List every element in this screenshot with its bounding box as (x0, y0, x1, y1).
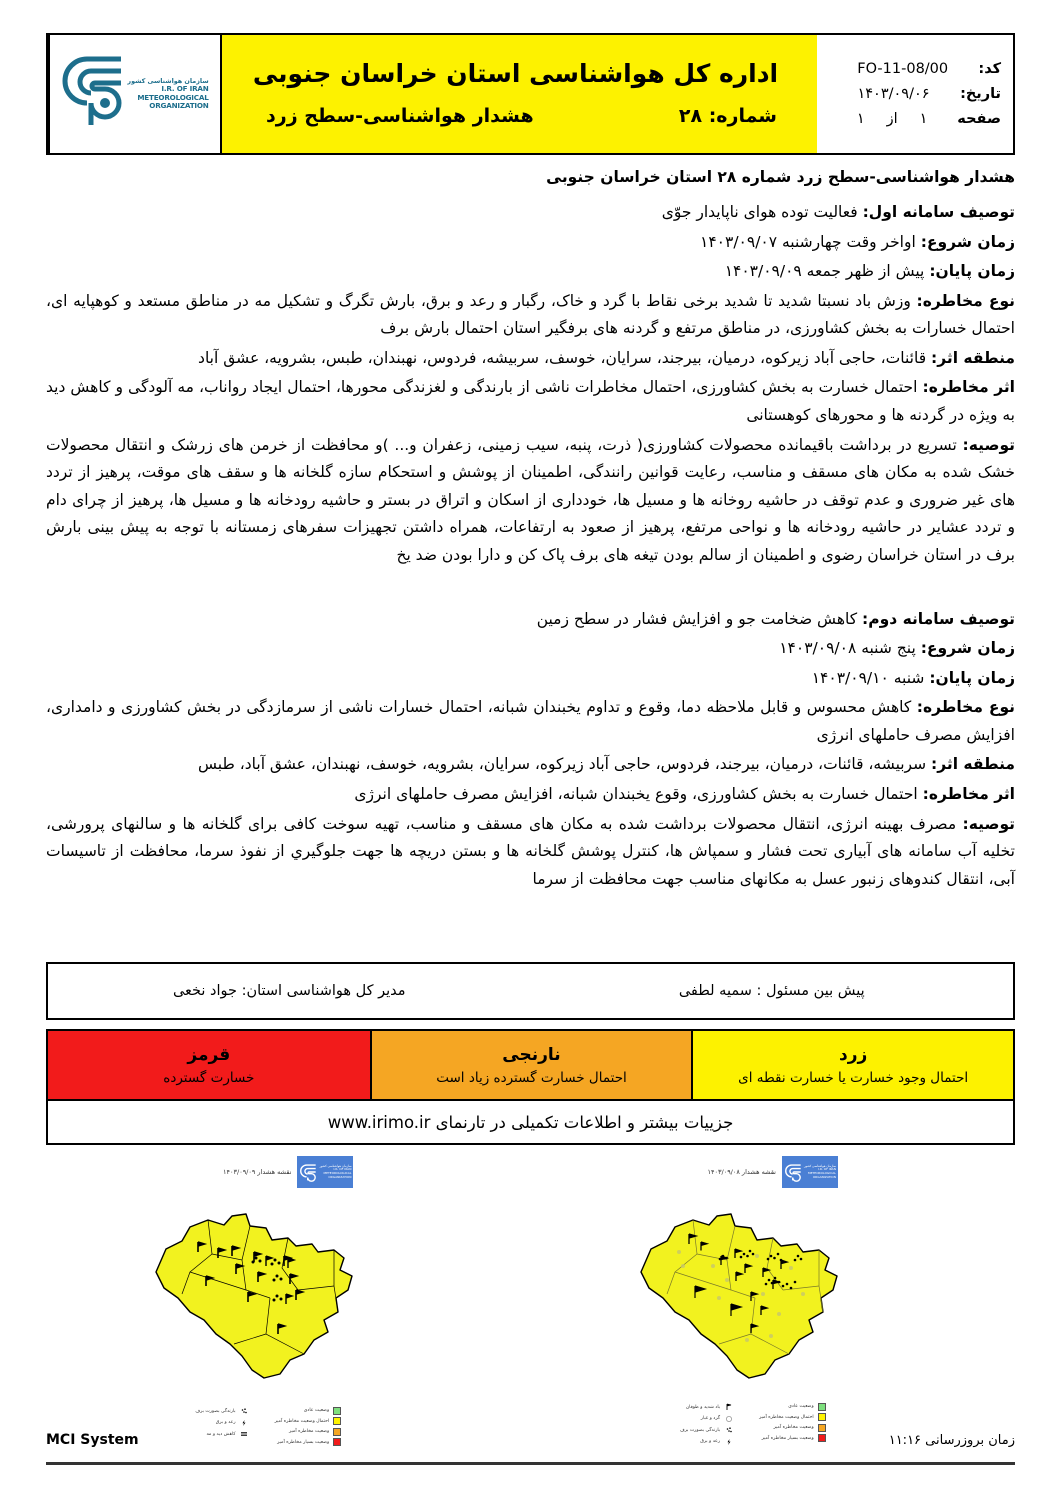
legend-level-yellow-desc: احتمال وجود خسارت یا خسارت نقطه ای (738, 1069, 969, 1086)
dust-icon (724, 1414, 733, 1423)
map-09-symbol-text: کاهش دید و مه (206, 1431, 236, 1437)
map-09-badge-icon (297, 1156, 353, 1188)
map-09-symbol-text: بارندگی بصورت برف (195, 1408, 236, 1414)
system-two-start-value: پنج شنبه ۱۴۰۳/۰۹/۰۸ (779, 639, 916, 658)
thunder-icon (240, 1418, 249, 1427)
page-total: ۱ (919, 111, 928, 127)
map-08-symbol-text: باد شدید و طوفان (685, 1404, 721, 1410)
system-one-hazard-value: وزش باد نسبتا شدید تا شدید برخی نقاط با گرد و خاک، رگبار و رعد و برق، بارش تگرگ و تشکیل مه در مناطق مستعد و کوهپایه ای، احتمال خسارات به بخش کشاورزی، در مناطق مرتفع و گردنه های برفگیر استان احتمال بارش برف (46, 291, 1015, 338)
page-of: از (886, 111, 898, 127)
logo-line-3: ORGANIZATION (149, 100, 209, 110)
logo-line-2: METEOROLOGICAL (137, 92, 209, 102)
system-one-description (46, 199, 1015, 227)
legend-level-yellow (691, 1031, 1013, 1099)
system-one-effect-value: احتمال خسارت به بخش کشاورزی، احتمال مخاطرات ناشی از بارندگی و لغزندگی محورها، احتمال ایجاد رواناب، مه آلودگی و کاهش دید به ویژه در گردنه ها و محورهای کوهستانی (46, 378, 1015, 425)
map-09-color-text: وضعیت عادی (303, 1408, 330, 1413)
system-two-effect (46, 781, 1015, 809)
document-footer (46, 1432, 1015, 1448)
system-two-hazard-label: نوع مخاطره: (916, 698, 1016, 717)
date-value: ۱۴۰۳/۰۹/۰۶ (857, 86, 930, 102)
logo-line-fa: سازمان هواشناسی کشور (127, 77, 209, 86)
map-08-color-item (759, 1413, 826, 1421)
map-09-color-item (275, 1407, 342, 1415)
map-09-header (46, 1156, 531, 1188)
system-two-hazard (46, 694, 1015, 749)
map-08-symbol-text: گرد و غبار (700, 1416, 721, 1421)
signature-bar (46, 962, 1015, 1020)
map-08-color-item (759, 1424, 826, 1432)
map-08-badge-icon (782, 1156, 838, 1188)
warning-number-value: ۲۸ (678, 104, 703, 127)
page-current: ۱ (856, 111, 865, 127)
legend-level-orange (370, 1031, 692, 1099)
map-09-color-item (275, 1417, 342, 1425)
system-two-description-value: کاهش ضخامت جو و افزایش فشار در سطح زمین (536, 609, 858, 628)
legend-level-orange-name: نارنجی (502, 1044, 561, 1065)
update-time-label: زمان بروزرسانی (925, 1432, 1015, 1448)
system-one-end-label: زمان پایان: (929, 262, 1015, 281)
meta-row-page (827, 111, 1001, 127)
map-08-badge-line-3: METEOROLOGICAL (807, 1171, 836, 1175)
legend-level-red-desc: خسارت گسترده (163, 1069, 255, 1086)
legend-swatch-yellow (333, 1417, 341, 1425)
system-one-hazard (46, 288, 1015, 343)
map-08-spiral-icon (784, 1159, 802, 1185)
map-09-badge-line-4: ORGANIZATION (328, 1174, 352, 1179)
map-08-color-text: وضعیت عادی (788, 1404, 814, 1409)
system-two-end-label: زمان پایان: (929, 668, 1015, 687)
code-value: FO-11-08/00 (857, 61, 949, 77)
system-one-hazard-label: نوع مخاطره: (916, 291, 1015, 310)
system-two-advice (46, 811, 1015, 894)
system-two-end (46, 665, 1015, 693)
map-08-header (531, 1156, 1016, 1188)
update-time-group (889, 1433, 1015, 1448)
system-one-description-value: فعالیت توده هوای ناپایدار جوّی (661, 203, 858, 221)
map-08-badge-line-4: ORGANIZATION (812, 1174, 836, 1179)
system-one-region-label: منطقه اثر: (931, 348, 1015, 367)
system-one-start (46, 229, 1015, 257)
website-info-bar (46, 1101, 1015, 1145)
system-one-effect (46, 374, 1015, 429)
document-header (46, 33, 1015, 155)
legend-swatch-green (818, 1403, 826, 1411)
system-one-start-value: اواخر وقت چهارشنبه ۱۴۰۳/۰۹/۰۷ (700, 232, 916, 251)
system-two-start-label: زمان شروع: (920, 639, 1015, 658)
map-09-color-text: احتمال وضعیت مخاطره آمیز (274, 1418, 330, 1424)
map-09-color-text: وضعیت مخاطره آمیز (288, 1429, 330, 1434)
section-gap (46, 572, 1015, 606)
system-one-description-label: توصیف سامانه اول: (862, 203, 1015, 221)
meta-row-code (827, 61, 1001, 77)
system-one-end (46, 258, 1015, 286)
system-two-effect-label: اثر مخاطره: (922, 784, 1015, 803)
system-one-start-label: زمان شروع: (920, 232, 1015, 251)
website-url[interactable]: www.irimo.ir (327, 1112, 431, 1132)
legend-level-orange-desc: احتمال خسارت گسترده زیاد است (436, 1069, 627, 1086)
map-08-badge-line-1: سازمان هواشناسی کشور (804, 1163, 836, 1168)
update-time-value: ۱۱:۱۶ (888, 1432, 922, 1448)
system-one-advice (46, 432, 1015, 570)
spiral-logo-icon (61, 53, 125, 135)
map-08-color-text: وضعیت مخاطره آمیز (773, 1425, 814, 1430)
map-08-color-text: وضعیت بسیار مخاطره آمیز (761, 1435, 814, 1441)
header-subtitle-row (236, 105, 795, 127)
page-value (827, 111, 957, 127)
forecaster-name: پیش بین مسئول : سمیه لطفی (678, 983, 865, 999)
map-panel-08 (531, 1152, 1016, 1452)
system-name: MCI System (46, 1432, 139, 1448)
code-label: کد: (978, 61, 1001, 77)
map-08-symbol-text: بارندگی بصورت برف (679, 1427, 721, 1433)
map-08-symbol-text: رعد و برق (700, 1439, 721, 1444)
meta-row-date (827, 86, 1001, 102)
map-09-badge-line-2: I.R. OF IRAN (333, 1167, 352, 1172)
map-09-color-text: وضعیت بسیار مخاطره آمیز (277, 1439, 330, 1445)
organization-logo (48, 35, 220, 153)
header-title-block (220, 35, 817, 153)
map-09-symbol-text: رعد و برق (215, 1420, 236, 1425)
system-two-region-value: سربیشه، قائنات، درمیان، بیرجند، فردوس، حاجی آباد زیرکوه، سرایان، بشرویه، خوسف، نهبندان، عشق آباد، طبس (198, 755, 927, 774)
legend-level-red-name: قرمز (187, 1044, 231, 1065)
map-08-color-item (759, 1403, 826, 1411)
map-panel-09 (46, 1152, 531, 1452)
system-two-start (46, 635, 1015, 663)
legend-level-red (48, 1031, 370, 1099)
header-meta-block (817, 35, 1013, 153)
map-09-symbol-item (195, 1407, 248, 1416)
website-prefix-text: جزییات بیشتر و اطلاعات تکمیلی در تارنمای (435, 1112, 734, 1132)
warning-number-label: شماره: (708, 104, 777, 127)
logo-line-1: I.R. OF IRAN (161, 84, 209, 94)
legend-swatch-green (333, 1407, 341, 1415)
document-body (46, 168, 1015, 895)
system-two-advice-value: مصرف بهینه انرژی، انتقال محصولات برداشت شده به مکان های مسقف و مناسب، تهیه سوخت کافی برای گلخانه ها و سالنهای پرورشی، تخلیه آب سامانه های آبیاری تحت فشار و سمپاش ها، کنترل پوشش گلخانه ها و بستن دریچه ها جهت جلوگيري از نفوذ سرما، محافظت از تاسیسات آبی، انتقال کندوهای زنبور عسل به مکانهای مناسب جهت محافظت از سرما (46, 814, 1015, 888)
system-two-region (46, 751, 1015, 779)
page-label: صفحه (957, 111, 1001, 127)
system-one-end-value: پیش از ظهر جمعه ۱۴۰۳/۰۹/۰۹ (724, 262, 925, 281)
map-09-label: نقشه هشدار ۱۴۰۳/۰۹/۰۹ (223, 1168, 292, 1176)
warning-number-group (679, 105, 795, 127)
system-two-description (46, 606, 1015, 634)
map-08-label: نقشه هشدار ۱۴۰۳/۰۹/۰۸ (707, 1168, 776, 1176)
warning-maps-section (46, 1152, 1015, 1452)
map-08-badge-line-2: I.R. OF IRAN (818, 1167, 836, 1172)
system-one-advice-label: توصیه: (962, 435, 1015, 454)
snow-icon (240, 1407, 249, 1416)
logo-text-block (127, 78, 208, 109)
system-one-region-value: قائنات، حاجی آباد زیرکوه، درمیان، بیرجند، سرایان، خوسف، سربیشه، فردوس، نهبندان، طبس، بشرویه، عشق آباد (198, 348, 927, 367)
wind-flag-icon (724, 1403, 733, 1412)
document-heading: هشدار هواشناسی-سطح زرد شماره ۲۸ استان خراسان جنوبی (546, 168, 1015, 186)
legend-swatch-yellow (818, 1413, 826, 1421)
system-two-end-value: شنبه ۱۴۰۳/۰۹/۱۰ (811, 668, 925, 687)
map-08-graphic (531, 1190, 1016, 1398)
map-09-spiral-icon (299, 1159, 317, 1185)
system-one-region (46, 345, 1015, 373)
legend-swatch-orange (818, 1424, 826, 1432)
page-title: اداره کل هواشناسی استان خراسان جنوبی (252, 59, 779, 89)
map-09-symbol-item (195, 1418, 248, 1427)
system-one-effect-label: اثر مخاطره: (922, 378, 1015, 397)
map-09-badge-line-1: سازمان هواشناسی کشور (319, 1163, 352, 1168)
system-two-region-label: منطقه اثر: (931, 755, 1015, 774)
system-two-description-label: توصیف سامانه دوم: (862, 609, 1015, 628)
date-label: تاریخ: (960, 86, 1001, 102)
system-two-hazard-value: کاهش محسوس و قابل ملاحظه دما، وقوع و تداوم یخبندان شبانه، احتمال خسارات ناشی از سرمازدگی در بخش کشاورزی و دامداری، افزایش مصرف حاملهای انرژی (46, 698, 1015, 744)
footer-divider (46, 1462, 1015, 1465)
system-one-advice-value: تسریع در برداشت باقیمانده محصولات کشاورزی( ذرت، پنبه، سیب زمینی، زعفران و... )و محافظت از خرمن های زرشک و انتقال محصولات خشک شده به مکان های مسقف و مناسب، رعایت قوانین رانندگی، اطمینان از پوشش و استحکام سازه گلخانه ها و سقف های موقت، پرهیز از تردد های غیر ضروری و عدم توقف در حاشیه روخانه ها و مسیل ها، خودداری از اسکان و اتراق در بستر و حاشیه رودخانه ها و مسیل ها، پرهیز از چرای دام و تردد عشایر در حاشیه رودخانه ها و نواحی مرتفع، پرهیز از صعود به ارتفاعات، همراه داشتن تجهیزات سفرهای زمستانه با توجه به پیش بینی بارش برف در استان خراسان رضوی و اطمینان از سالم بودن تیغه های برف پاک کن و دارا بودن ضد یخ (46, 435, 1015, 564)
system-two-advice-label: توصیه: (962, 814, 1015, 833)
warning-level-subtitle: هشدار هواشناسی-سطح زرد (266, 104, 534, 127)
warning-level-legend (46, 1029, 1015, 1101)
map-09-graphic (46, 1190, 531, 1398)
map-08-color-text: احتمال وضعیت مخاطره آمیز (759, 1414, 814, 1420)
director-name: مدیر کل هواشناسی استان: جواد نخعی (172, 983, 406, 999)
map-09-badge-line-3: METEOROLOGICAL (323, 1171, 352, 1175)
map-08-symbol-item (680, 1403, 733, 1412)
system-two-effect-value: احتمال خسارت به بخش کشاورزی، وقوع یخبندان شبانه، افزایش مصرف حاملهای انرژی (354, 784, 918, 803)
legend-level-yellow-name: زرد (839, 1044, 868, 1065)
map-08-symbol-item (680, 1414, 733, 1423)
